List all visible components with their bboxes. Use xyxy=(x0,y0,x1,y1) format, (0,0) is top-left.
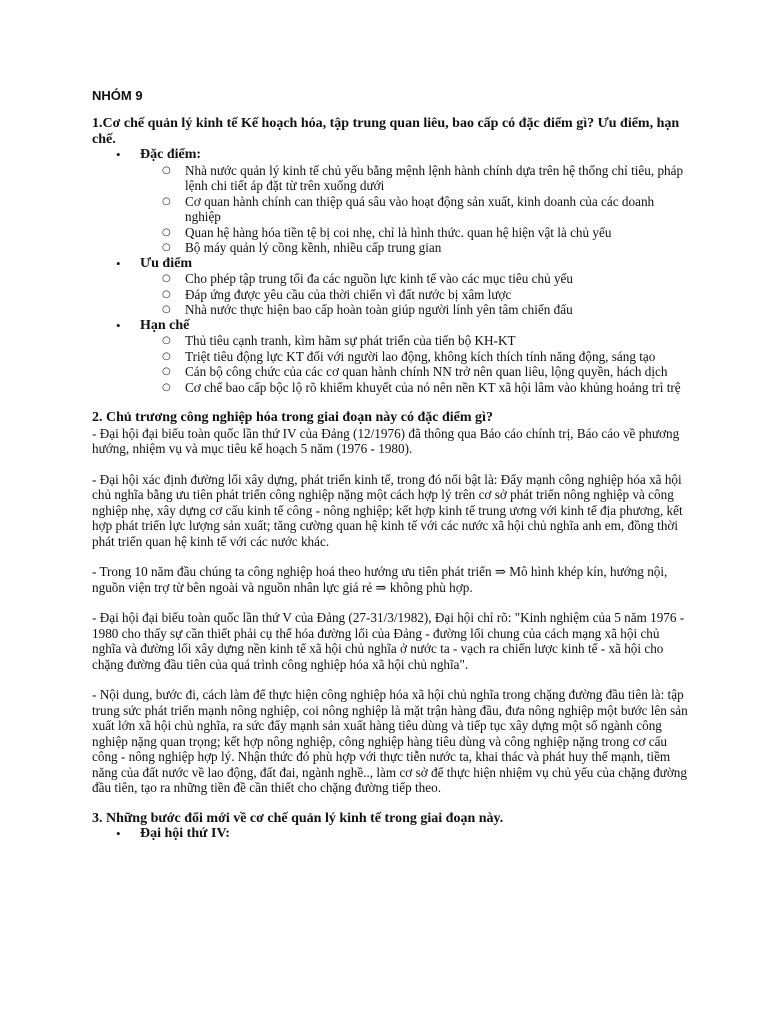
circle-bullet-icon: ○ xyxy=(162,350,171,362)
list-item-text: Cán bộ công chức của các cơ quan hành chính NN trở nên quan liêu, lộng quyền, hách dịch xyxy=(185,364,668,379)
circle-bullet-icon: ○ xyxy=(162,164,171,176)
circle-bullet-icon: ○ xyxy=(162,335,171,346)
list-item xyxy=(140,349,688,365)
spacer xyxy=(92,796,688,811)
paragraph: - Nội dung, bước đi, cách làm để thực hiện công nghiệp hóa xã hội chủ nghĩa trong chặng đường đầu tiên là: tập trung sức phát triển mạnh nông nghiệp, coi nông nghiệp là mặt trận hàng đầu, đưa nông nghiệp một bước lên sản xuất lớn xã hội chủ nghĩa, ra sức đẩy mạnh sản xuất hàng tiêu dùng và tiếp tục xây dựng một số ngành công nghiệp nặng quan trọng; kết hợp nông nghiệp, công nghiệp hàng tiêu dùng và công nghiệp nặng trong cơ cấu công - nông nghiệp hợp lý. Nhận thức đó phù hợp với thực tiễn nước ta, khai thác và phát huy thế mạnh, tiềm năng của đất nước về lao động, đất đai, ngành nghề.., làm cơ sở để thực hiện nhiệm vụ chủ yếu của chặng đường đầu tiên, tạo ra những tiền đề cần thiết cho chặng đường tiếp theo. xyxy=(92,687,688,795)
section-heading: Đại hội thứ IV: xyxy=(140,826,230,841)
circle-bullet-icon: ○ xyxy=(162,273,171,284)
list-item xyxy=(140,380,688,396)
list-item-text: Quan hệ hàng hóa tiền tệ bị coi nhẹ, chỉ là hình thức. quan hệ hiện vật là chủ yếu xyxy=(185,224,612,240)
list-item-text: Cơ chế bao cấp bộc lộ rõ khiếm khuyết của nó nên nền KT xã hội lâm vào khủng hoảng trì trệ xyxy=(185,379,681,395)
spacer xyxy=(92,457,688,472)
section-heading: Đặc điểm: xyxy=(140,147,202,162)
section-dai-hoi-iv xyxy=(92,826,688,842)
circle-bullet-icon: ○ xyxy=(162,226,171,238)
circle-bullet-icon: ○ xyxy=(162,366,171,377)
list-item xyxy=(140,287,688,303)
section-items xyxy=(140,163,688,256)
list-item-text: Cơ quan hành chính can thiệp quá sâu vào hoạt động sản xuất, kinh doanh của các doanh nghiệp xyxy=(185,193,655,224)
document-page xyxy=(92,88,688,842)
circle-bullet-icon: ○ xyxy=(162,288,171,300)
list-item xyxy=(140,240,688,256)
bullet-dot: • xyxy=(116,147,121,162)
list-item-text: Đáp ứng được yêu cầu của thời chiến vì đất nước bị xâm lược xyxy=(185,286,512,302)
bullet-dot: • xyxy=(116,317,121,333)
circle-bullet-icon: ○ xyxy=(162,381,171,393)
spacer xyxy=(92,595,688,610)
question-1-sections xyxy=(92,147,688,395)
list-item xyxy=(140,163,688,194)
list-item xyxy=(140,271,688,287)
group-title: NHÓM 9 xyxy=(92,88,143,103)
section-han-che xyxy=(92,318,688,396)
question-3-sections xyxy=(92,826,688,842)
list-item xyxy=(140,364,688,380)
question-1-title: 1.Cơ chế quản lý kinh tế Kế hoạch hóa, tập trung quan liêu, bao cấp có đặc điểm gì? Ưu điểm, hạn chế. xyxy=(92,116,680,147)
list-item xyxy=(140,333,688,349)
spacer xyxy=(92,395,688,410)
list-item-text: Nhà nước thực hiện bao cấp hoàn toàn giúp người lính yên tâm chiến đấu xyxy=(185,302,573,317)
spacer xyxy=(92,549,688,564)
section-heading: Ưu điểm xyxy=(140,255,192,271)
circle-bullet-icon: ○ xyxy=(162,242,171,253)
list-item-text: Cho phép tập trung tối đa các nguồn lực kinh tế vào các mục tiêu chủ yếu xyxy=(185,271,574,286)
list-item-text: Triệt tiêu động lực KT đối với người lao động, không kích thích tính năng động, sáng tạo xyxy=(185,348,656,364)
paragraph: - Trong 10 năm đầu chúng ta công nghiệp hoá theo hướng ưu tiên phát triển ⇒ Mô hình khép kín, hướng nội, nguồn viện trợ từ bên ngoài và nguồn nhân lực giá rẻ ⇒ không phù hợp. xyxy=(92,564,668,595)
paragraph: - Đại hội đại biểu toàn quốc lần thứ IV của Đảng (12/1976) đã thông qua Báo cáo chính trị, Báo cáo về phương hướng, nhiệm vụ và mục tiêu kế hoạch 5 năm (1976 - 1980). xyxy=(92,425,680,456)
circle-bullet-icon: ○ xyxy=(162,304,171,315)
bullet-dot: • xyxy=(116,255,121,271)
section-items xyxy=(140,271,688,318)
section-dac-diem xyxy=(92,147,688,256)
list-item-text: Nhà nước quản lý kinh tế chủ yếu bằng mệnh lệnh hành chính dựa trên hệ thống chỉ tiêu, pháp lệnh chi tiết áp đặt từ trên xuống dưới xyxy=(185,162,684,193)
paragraph: - Đại hội xác định đường lối xây dựng, phát triển kinh tế, trong đó nổi bật là: Đẩy mạnh công nghiệp hóa xã hội chủ nghĩa bằng ưu tiên phát triển công nghiệp nặng một cách hợp lý trên cơ sở phát triển nông nghiệp và công nghiệp nhẹ, xây dựng cơ cấu kinh tế công - nông nghiệp; kết hợp kinh tế trung ương với kinh tế địa phương, kết hợp phát triển lực lượng sản xuất; tăng cường quan hệ kinh tế với các nước xã hội chủ nghĩa anh em, đồng thời phát triển quan hệ kinh tế với các nước khác. xyxy=(92,471,683,549)
section-items xyxy=(140,333,688,395)
list-item xyxy=(140,194,688,225)
section-uu-diem xyxy=(92,256,688,318)
list-item-text: Bộ máy quản lý cồng kềnh, nhiều cấp trung gian xyxy=(185,240,442,255)
question-3-title: 3. Những bước đổi mới về cơ chế quản lý kinh tế trong giai đoạn này. xyxy=(92,810,504,826)
question-2-title: 2. Chủ trương công nghiệp hóa trong giai đoạn này có đặc điểm gì? xyxy=(92,410,493,425)
list-item xyxy=(140,225,688,241)
list-item-text: Thủ tiêu cạnh tranh, kìm hãm sự phát triển của tiến bộ KH-KT xyxy=(185,333,516,348)
list-item xyxy=(140,302,688,318)
circle-bullet-icon: ○ xyxy=(162,195,171,207)
section-heading: Hạn chế xyxy=(140,317,190,333)
paragraph: - Đại hội đại biểu toàn quốc lần thứ V của Đảng (27-31/3/1982), Đại hội chỉ rõ: "Kinh nghiệm của 5 năm 1976 - 1980 cho thấy sự cần thiết phải cụ thể hóa đường lối của Đảng - đường lối chung của cách mạng xã hội chủ nghĩa và đường lối xây dựng nền kinh tế xã hội chủ nghĩa ở nước ta - vạch ra chiến lược kinh tế - xã hội cho chặng đường đầu tiên của quá trình công nghiệp hóa xã hội chủ nghĩa". xyxy=(92,610,685,672)
spacer xyxy=(92,672,688,687)
bullet-dot: • xyxy=(116,826,121,841)
